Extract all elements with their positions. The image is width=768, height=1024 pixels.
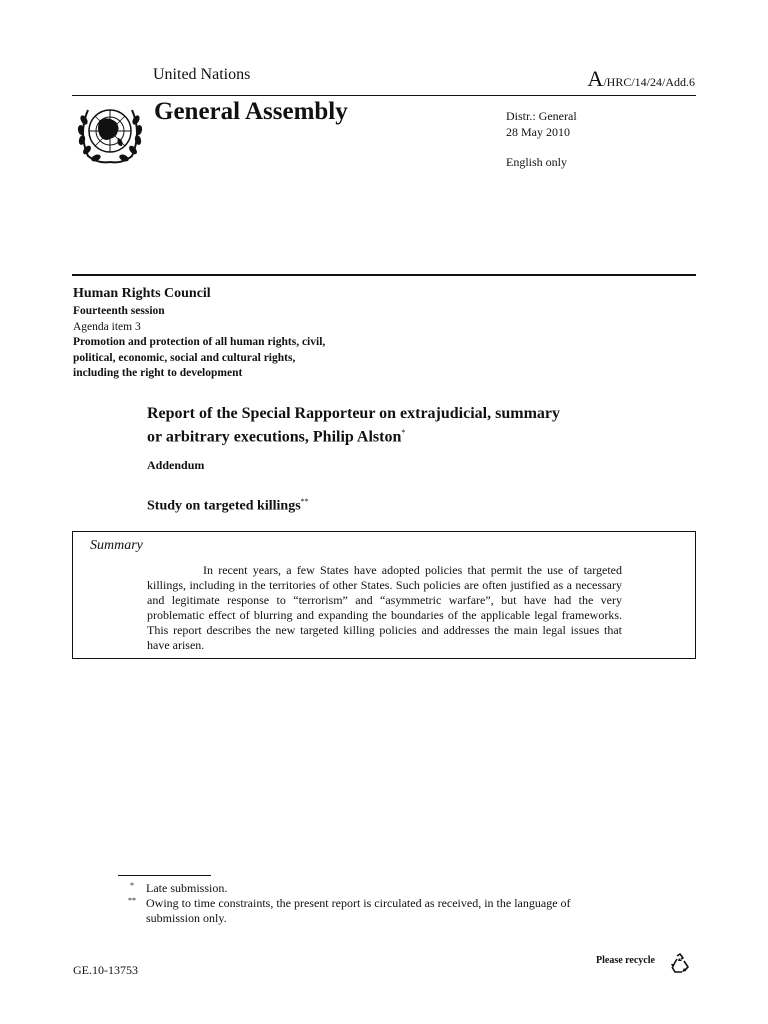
footnote-ref[interactable]: * <box>401 428 406 437</box>
document-symbol-letter: A <box>587 66 604 91</box>
report-title <box>147 404 627 446</box>
topic-line: including the right to development <box>73 367 243 379</box>
body-title: General Assembly <box>154 98 348 125</box>
agenda-item: Agenda item 3 <box>73 320 141 333</box>
report-title-line <box>147 423 627 446</box>
addendum-label: Addendum <box>147 458 205 472</box>
topic-line: Promotion and protection of all human rights, civil, <box>73 336 326 348</box>
document-symbol-code: /HRC/14/24/Add.6 <box>603 75 695 89</box>
session: Fourteenth session <box>73 305 165 317</box>
organization-name: United Nations <box>153 66 251 83</box>
report-title-line: Report of the Special Rapporteur on extrajudicial, summary <box>147 405 560 422</box>
language-note: English only <box>506 155 568 169</box>
distribution: Distr.: General <box>506 109 577 123</box>
recycle-note: Please recycle <box>596 955 655 966</box>
issue-date: 28 May 2010 <box>506 125 570 139</box>
study-title-text: Study on targeted killings <box>147 498 301 514</box>
summary-text: In recent years, a few States have adopted policies that permit the use of targeted killings, including in the territories of other States. Such policies are often justified as a necessary and legitimate response to “terrorism” and “asymmetric warfare”, but have had the very problematic effect of blurring and expanding the boundaries of the applicable legal frameworks. This report describes the new targeted killing policies and addresses the main legal issues that have arisen. <box>147 563 622 652</box>
footnote-text: Owing to time constraints, the present report is circulated as received, in the language of submission only. <box>146 896 571 925</box>
study-title <box>147 497 309 515</box>
section-rule <box>72 274 696 276</box>
header-rule <box>72 95 696 96</box>
document-number: GE.10-13753 <box>73 963 138 977</box>
footnote-ref[interactable]: ** <box>300 497 309 506</box>
session-info <box>73 304 325 382</box>
footnote-mark: * <box>130 881 134 890</box>
footnote-mark: ** <box>128 896 136 905</box>
council-name: Human Rights Council <box>73 286 211 301</box>
topic-line: political, economic, social and cultural rights, <box>73 351 296 364</box>
summary-heading: Summary <box>90 538 143 553</box>
report-title-text: or arbitrary executions, Philip Alston <box>147 428 402 446</box>
document-symbol <box>587 66 695 92</box>
recycle-icon <box>668 952 692 976</box>
distribution-block <box>506 108 577 140</box>
un-emblem-icon <box>74 100 146 166</box>
footnote-rule <box>118 875 211 876</box>
footnote-text: Late submission. <box>146 881 228 895</box>
